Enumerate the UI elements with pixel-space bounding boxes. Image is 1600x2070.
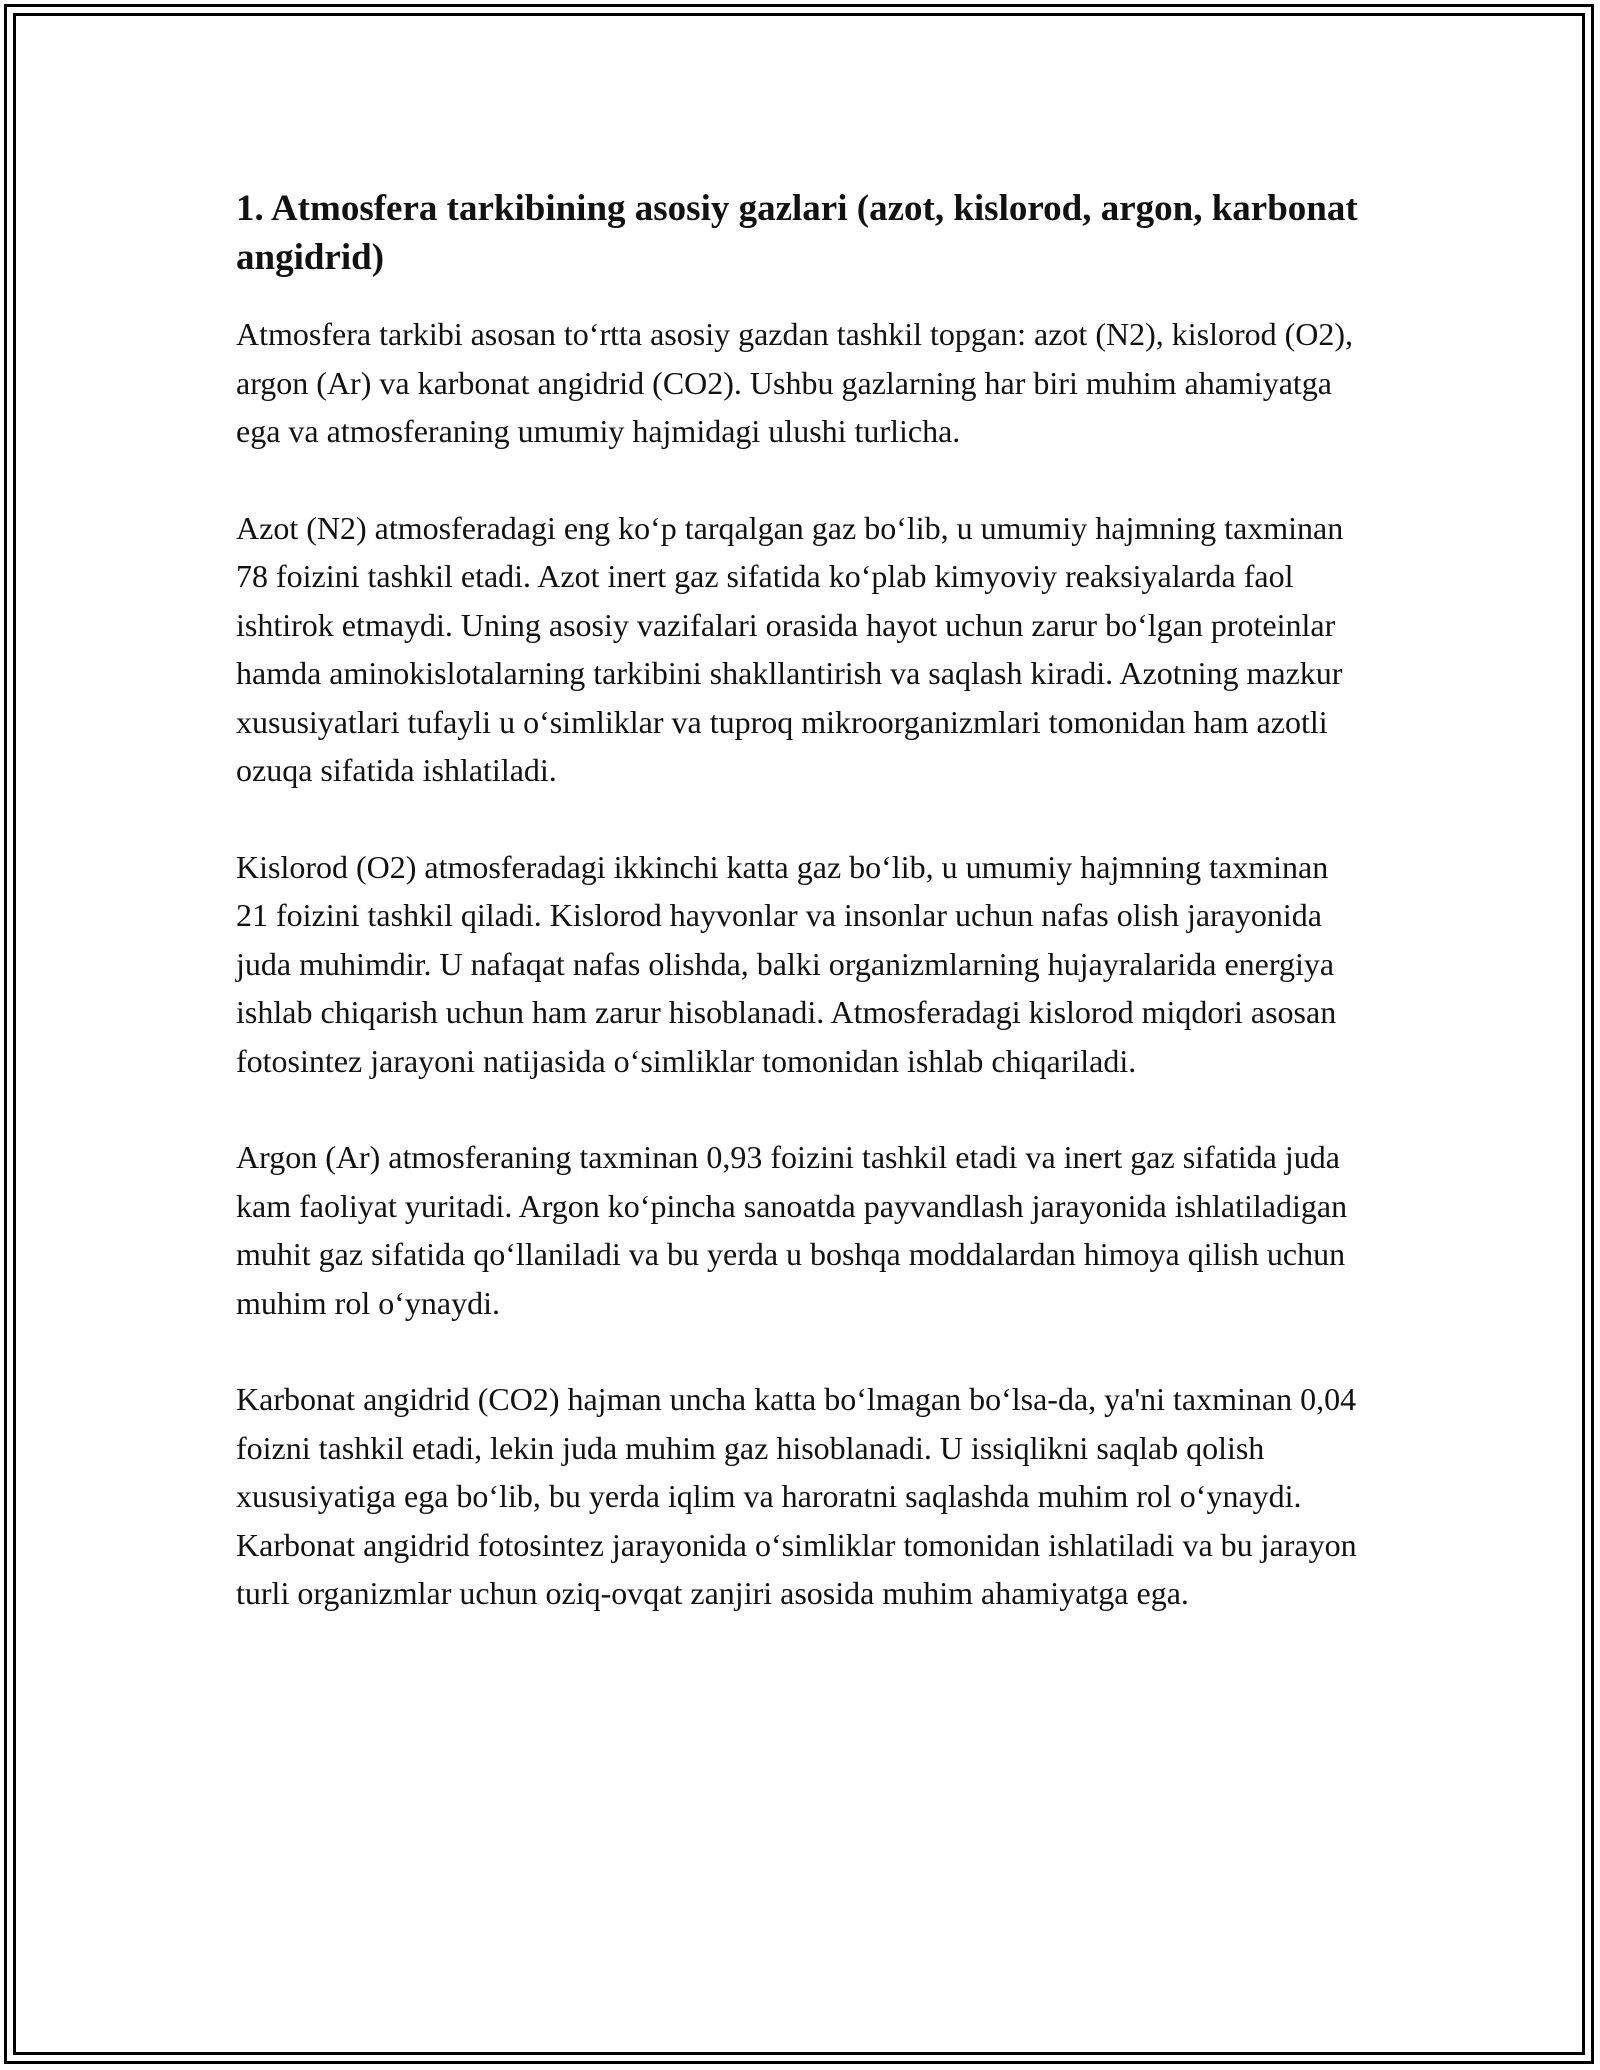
- document-body: [236, 184, 1366, 1666]
- paragraph-carbon-dioxide: Karbonat angidrid (CO2) hajman uncha katta bo‘lmagan bo‘lsa-da, ya'ni taxminan 0,04 foizni tashkil etadi, lekin juda muhim gaz hisoblanadi. U issiqlikni saqlab qolish xususiyatiga ega bo‘lib, bu yerda iqlim va haroratni saqlashda muhim rol o‘ynaydi. Karbonat angidrid fotosintez jarayonida o‘simliklar tomonidan ishlatiladi va bu jarayon turli organizmlar uchun oziq-ovqat zanjiri asosida muhim ahamiyatga ega.: [236, 1381, 1357, 1611]
- section-heading: 1. Atmosfera tarkibining asosiy gazlari (azot, kislorod, argon, karbonat angidrid): [236, 188, 1358, 278]
- paragraph-intro: Atmosfera tarkibi asosan to‘rtta asosiy gazdan tashkil topgan: azot (N2), kislorod (O2), argon (Ar) va karbonat angidrid (CO2). Ushbu gazlarning har biri muhim ahamiyatga ega va atmosferaning umumiy hajmidagi ulushi turlicha.: [236, 316, 1354, 449]
- paragraph-nitrogen: Azot (N2) atmosferadagi eng ko‘p tarqalgan gaz bo‘lib, u umumiy hajmning taxminan 78 foizini tashkil etadi. Azot inert gaz sifatida ko‘plab kimyoviy reaksiyalarda faol ishtirok etmaydi. Uning asosiy vazifalari orasida hayot uchun zarur bo‘lgan proteinlar hamda aminokislotalarning tarkibini shakllantirish va saqlash kiradi. Azotning mazkur xususiyatlari tufayli u o‘simliklar va tuproq mikroorganizmlari tomonidan ham azotli ozuqa sifatida ishlatiladi.: [236, 509, 1344, 788]
- paragraph-argon: Argon (Ar) atmosferaning taxminan 0,93 foizini tashkil etadi va inert gaz sifatida juda kam faoliyat yuritadi. Argon ko‘pincha sanoatda payvandlash jarayonida ishlatiladigan muhit gaz sifatida qo‘llaniladi va bu yerda u boshqa moddalardan himoya qilish uchun muhim rol o‘ynaydi.: [236, 1139, 1348, 1321]
- paragraph-oxygen: Kislorod (O2) atmosferadagi ikkinchi katta gaz bo‘lib, u umumiy hajmning taxminan 21 foizini tashkil qiladi. Kislorod hayvonlar va insonlar uchun nafas olish jarayonida juda muhimdir. U nafaqat nafas olishda, balki organizmlarning hujayralarida energiya ishlab chiqarish uchun ham zarur hisoblanadi. Atmosferadagi kislorod miqdori asosan fotosintez jarayoni natijasida o‘simliklar tomonidan ishlab chiqariladi.: [236, 848, 1337, 1079]
